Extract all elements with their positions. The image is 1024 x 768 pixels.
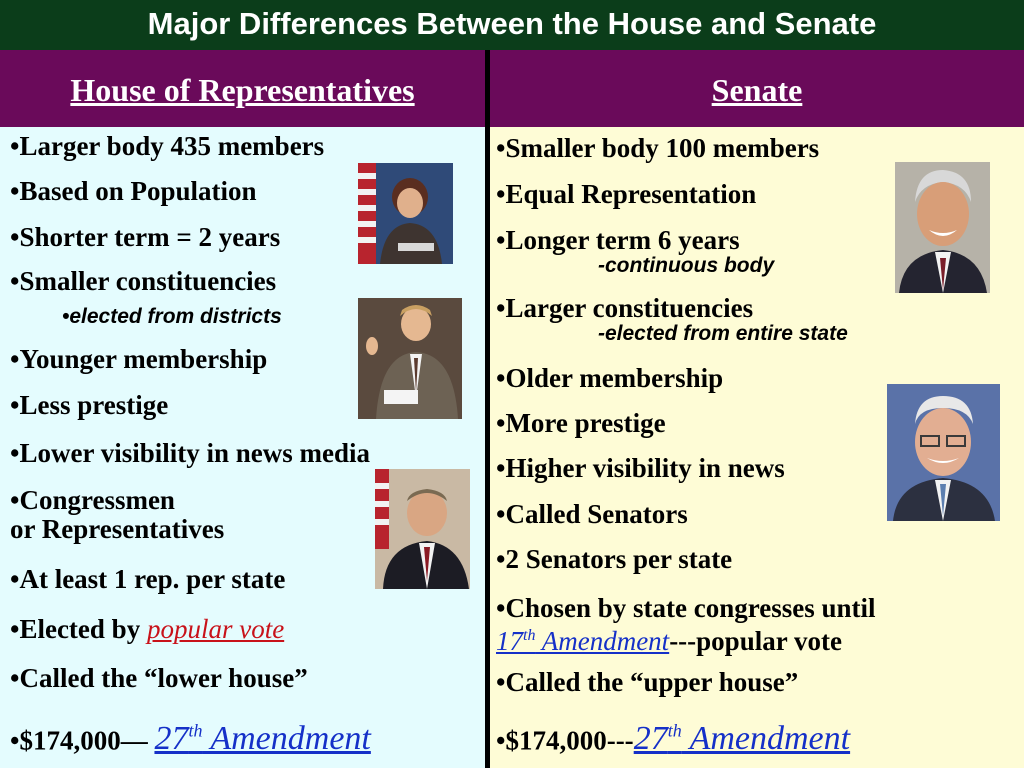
senate-item: •Longer term 6 years bbox=[496, 225, 740, 255]
senate-item: •Higher visibility in news bbox=[496, 453, 785, 483]
amendment-number: 17 bbox=[496, 626, 523, 656]
house-item-text: •Elected by bbox=[10, 614, 147, 644]
amendment-number: 27 bbox=[154, 720, 189, 758]
house-item: •Congressmen bbox=[10, 485, 175, 515]
amendment-ordinal: th bbox=[523, 627, 536, 644]
senate-item: •Called Senators bbox=[496, 499, 688, 529]
page-title: Major Differences Between the House and Senate bbox=[0, 0, 1024, 50]
house-item bbox=[10, 716, 371, 758]
amendment-link[interactable] bbox=[154, 720, 370, 757]
representative-photo bbox=[358, 163, 453, 264]
senator-photo bbox=[895, 162, 990, 293]
amendment-word: Amendment bbox=[202, 720, 371, 758]
amendment-word: Amendment bbox=[535, 626, 670, 656]
house-item: •Less prestige bbox=[10, 390, 169, 420]
amendment-number: 27 bbox=[633, 720, 668, 758]
house-header: House of Representatives bbox=[0, 50, 485, 127]
senate-item: •2 Senators per state bbox=[496, 544, 733, 574]
amendment-ordinal: th bbox=[188, 721, 203, 741]
senator-photo bbox=[887, 384, 1000, 521]
senate-item: •Equal Representation bbox=[496, 179, 757, 209]
house-item: •Younger membership bbox=[10, 344, 268, 374]
house-item-text: •$174,000— bbox=[10, 725, 155, 756]
senate-item: •Larger constituencies bbox=[496, 293, 754, 323]
amendment-ordinal: th bbox=[667, 721, 682, 741]
house-subitem: •elected from districts bbox=[62, 305, 282, 328]
house-item: •Larger body 435 members bbox=[10, 131, 325, 161]
representative-photo bbox=[358, 298, 462, 419]
representative-photo bbox=[375, 469, 470, 589]
house-item: •At least 1 rep. per state bbox=[10, 564, 286, 594]
amendment-word: Amendment bbox=[681, 720, 851, 758]
senate-subitem: -elected from entire state bbox=[598, 322, 848, 345]
house-item: •Lower visibility in news media bbox=[10, 438, 370, 468]
senate-item: •Smaller body 100 members bbox=[496, 133, 820, 163]
senate-item: •More prestige bbox=[496, 408, 666, 438]
house-item: •Shorter term = 2 years bbox=[10, 222, 281, 252]
amendment-link[interactable] bbox=[634, 720, 850, 757]
house-item bbox=[10, 614, 284, 644]
senate-subitem: -continuous body bbox=[598, 254, 775, 277]
senate-item: •Called the “upper house” bbox=[496, 667, 799, 697]
house-item-continued: or Representatives bbox=[10, 514, 225, 544]
senate-item-text: •$174,000--- bbox=[496, 725, 634, 756]
senate-item: •Chosen by state congresses until bbox=[496, 593, 876, 623]
senate-item: •Older membership bbox=[496, 363, 724, 393]
popular-vote-link[interactable]: popular vote bbox=[146, 614, 285, 644]
house-item: •Smaller constituencies bbox=[10, 266, 277, 296]
senate-item-text: ---popular vote bbox=[669, 626, 842, 656]
senate-item-continued bbox=[496, 621, 842, 656]
amendment-link[interactable] bbox=[496, 626, 669, 656]
house-item: •Based on Population bbox=[10, 176, 257, 206]
house-item: •Called the “lower house” bbox=[10, 663, 308, 693]
senate-item bbox=[496, 716, 851, 758]
senate-header: Senate bbox=[490, 50, 1024, 127]
